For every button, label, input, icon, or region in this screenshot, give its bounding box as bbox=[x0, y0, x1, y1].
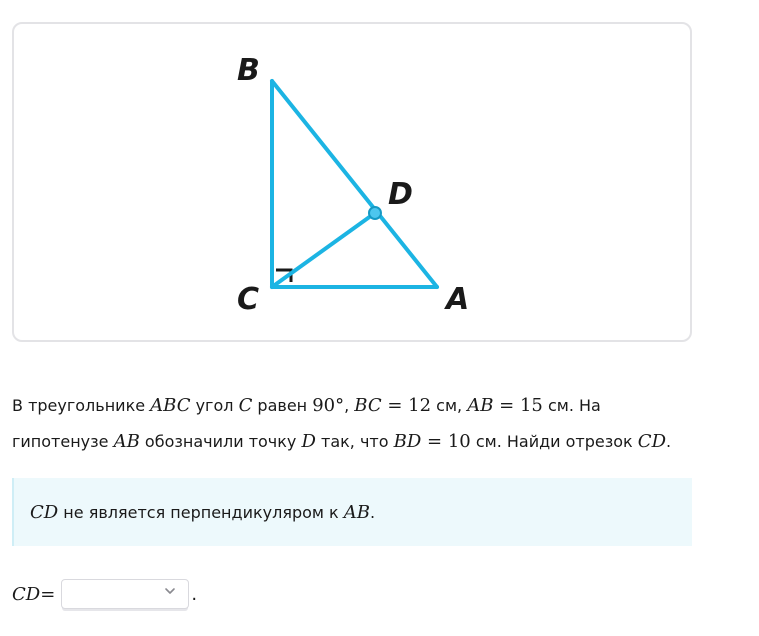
label-d: D bbox=[388, 177, 413, 212]
problem-text bbox=[12, 388, 712, 460]
problem-line-1: В треугольнике ABC угол C равен 90°, BC = 12 см, AB = 15 см. На bbox=[12, 395, 601, 416]
triangle-figure bbox=[14, 24, 690, 340]
answer-row bbox=[12, 576, 197, 612]
hint-box bbox=[12, 478, 692, 546]
answer-label: CD bbox=[12, 583, 41, 605]
problem-line-2: гипотенузе AB обозначили точку D так, что BD = 10 см. Найди отрезок CD. bbox=[12, 431, 672, 452]
figure-card bbox=[12, 22, 692, 342]
label-c: C bbox=[237, 282, 260, 317]
chevron-down-icon[interactable] bbox=[164, 585, 176, 597]
answer-dropdown[interactable] bbox=[61, 579, 189, 609]
segment-cd bbox=[272, 213, 375, 287]
answer-period: . bbox=[191, 583, 198, 605]
label-b: B bbox=[237, 53, 260, 88]
hint-text: CD не является перпендикуляром к AB. bbox=[30, 501, 376, 523]
label-a: A bbox=[446, 282, 470, 317]
answer-equals: = bbox=[40, 583, 56, 605]
point-d bbox=[369, 207, 381, 219]
